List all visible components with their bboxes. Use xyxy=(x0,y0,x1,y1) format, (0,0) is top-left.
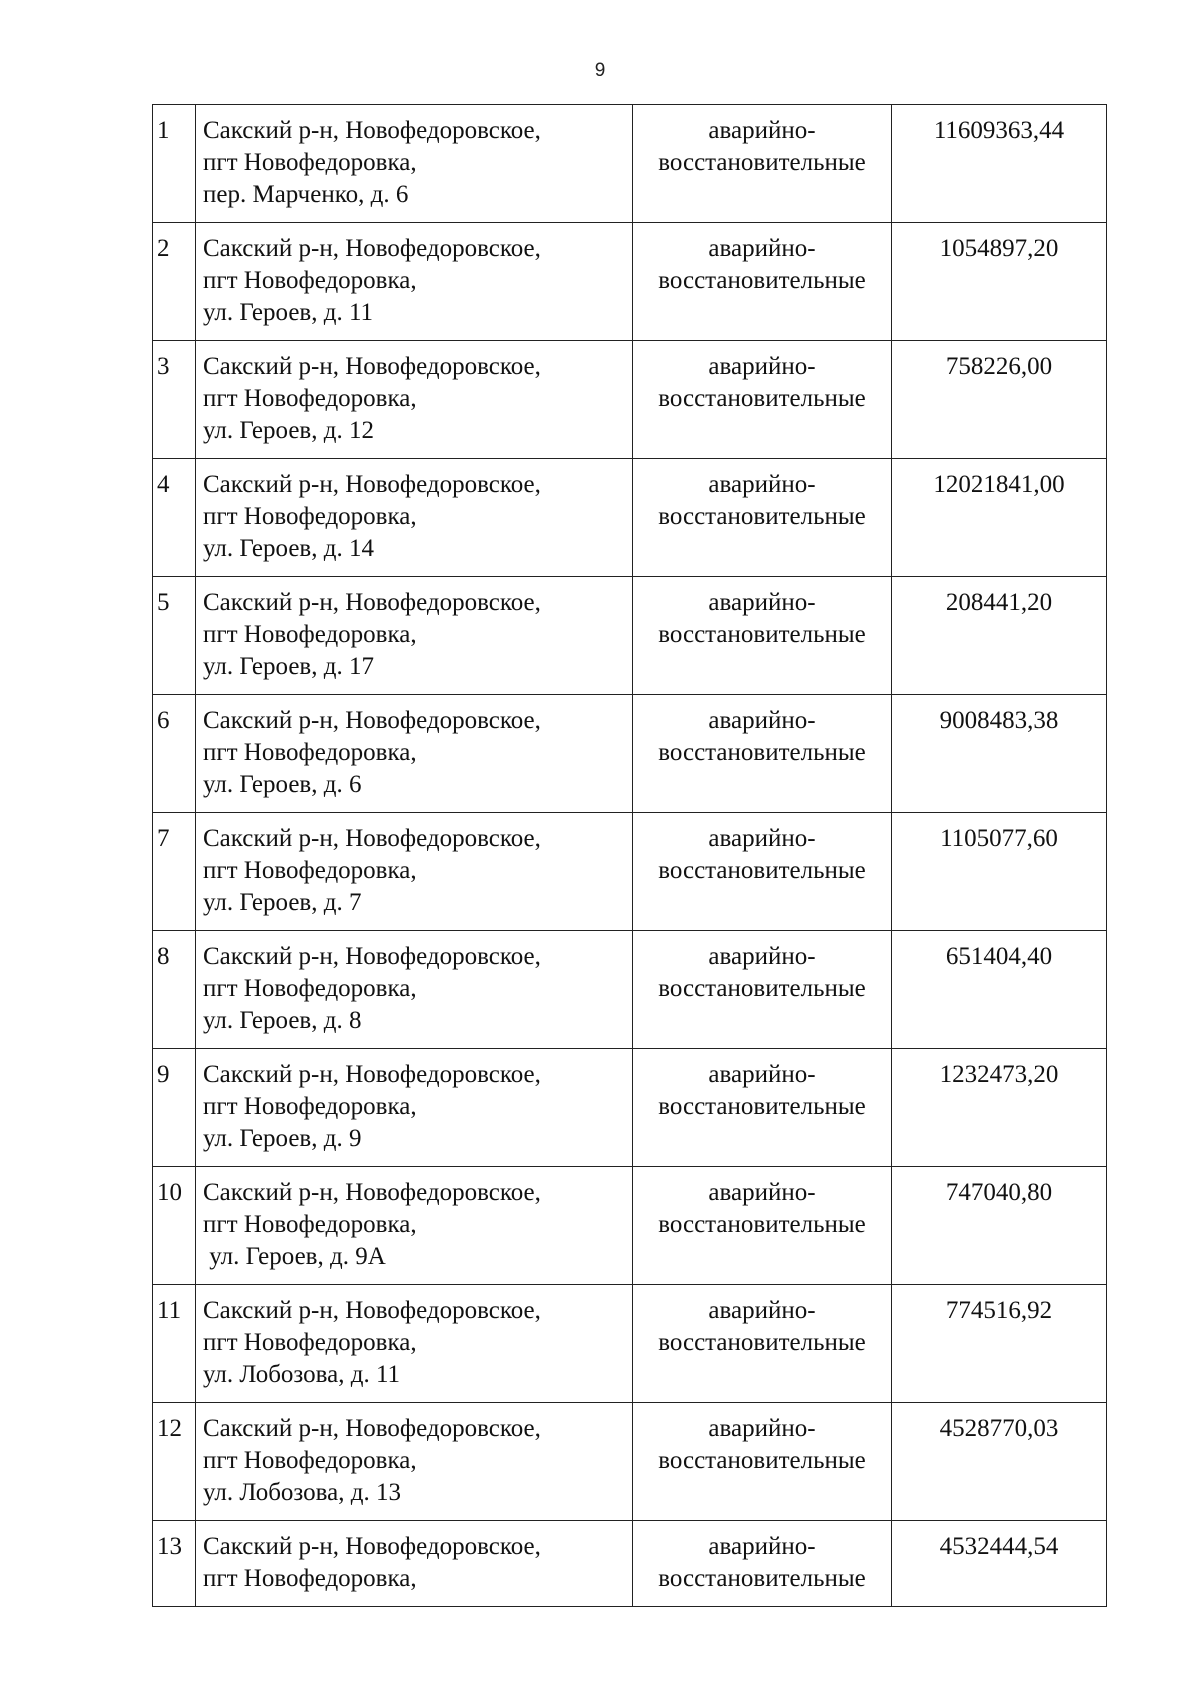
table-row xyxy=(153,459,1107,577)
table-row xyxy=(153,1403,1107,1521)
address-line: Сакский р-н, Новофедоровское, xyxy=(203,353,541,380)
row-number-cell: 7 xyxy=(153,813,196,931)
work-type-cell xyxy=(633,1049,892,1167)
row-number-cell: 1 xyxy=(153,105,196,223)
address-line: ул. Героев, д. 6 xyxy=(203,771,362,798)
records-table xyxy=(152,104,1107,1607)
work-type-line: восстановительные xyxy=(658,621,866,648)
table-row xyxy=(153,813,1107,931)
work-type-line: восстановительные xyxy=(658,385,866,412)
work-type-line: аварийно- xyxy=(708,1179,816,1206)
work-type-cell xyxy=(633,695,892,813)
address-cell xyxy=(196,459,633,577)
address-line: Сакский р-н, Новофедоровское, xyxy=(203,117,541,144)
address-line: пер. Марченко, д. 6 xyxy=(203,181,409,208)
address-line: Сакский р-н, Новофедоровское, xyxy=(203,1297,541,1324)
address-cell xyxy=(196,1403,633,1521)
work-type-line: восстановительные xyxy=(658,1447,866,1474)
work-type-cell xyxy=(633,577,892,695)
address-line: пгт Новофедоровка, xyxy=(203,1329,417,1356)
table-row xyxy=(153,931,1107,1049)
address-line: пгт Новофедоровка, xyxy=(203,621,417,648)
address-cell xyxy=(196,1285,633,1403)
address-line: Сакский р-н, Новофедоровское, xyxy=(203,825,541,852)
row-number-cell: 11 xyxy=(153,1285,196,1403)
work-type-line: восстановительные xyxy=(658,1565,866,1592)
work-type-cell xyxy=(633,341,892,459)
amount-cell: 774516,92 xyxy=(892,1285,1107,1403)
work-type-line: восстановительные xyxy=(658,975,866,1002)
work-type-line: аварийно- xyxy=(708,825,816,852)
row-number-cell: 3 xyxy=(153,341,196,459)
page-number: 9 xyxy=(594,60,606,81)
row-number-cell: 9 xyxy=(153,1049,196,1167)
amount-cell: 12021841,00 xyxy=(892,459,1107,577)
address-cell xyxy=(196,1167,633,1285)
address-line: Сакский р-н, Новофедоровское, xyxy=(203,1179,541,1206)
amount-cell: 1054897,20 xyxy=(892,223,1107,341)
address-cell xyxy=(196,223,633,341)
work-type-line: аварийно- xyxy=(708,1297,816,1324)
row-number-cell: 6 xyxy=(153,695,196,813)
table-row xyxy=(153,577,1107,695)
address-line: Сакский р-н, Новофедоровское, xyxy=(203,589,541,616)
address-line: ул. Героев, д. 8 xyxy=(203,1007,362,1034)
table-row xyxy=(153,1167,1107,1285)
address-line: пгт Новофедоровка, xyxy=(203,149,417,176)
work-type-line: аварийно- xyxy=(708,353,816,380)
address-line: пгт Новофедоровка, xyxy=(203,503,417,530)
address-cell xyxy=(196,577,633,695)
address-line: пгт Новофедоровка, xyxy=(203,975,417,1002)
row-number-cell: 2 xyxy=(153,223,196,341)
row-number-cell: 12 xyxy=(153,1403,196,1521)
work-type-line: восстановительные xyxy=(658,1093,866,1120)
address-cell xyxy=(196,341,633,459)
address-line: Сакский р-н, Новофедоровское, xyxy=(203,1533,541,1560)
row-number-cell: 13 xyxy=(153,1521,196,1607)
row-number-cell: 8 xyxy=(153,931,196,1049)
address-cell xyxy=(196,813,633,931)
work-type-line: восстановительные xyxy=(658,267,866,294)
address-line: пгт Новофедоровка, xyxy=(203,1211,417,1238)
work-type-line: восстановительные xyxy=(658,739,866,766)
address-line: ул. Героев, д. 11 xyxy=(203,299,374,326)
work-type-line: аварийно- xyxy=(708,471,816,498)
amount-cell: 1105077,60 xyxy=(892,813,1107,931)
address-line: Сакский р-н, Новофедоровское, xyxy=(203,1415,541,1442)
amount-cell: 4532444,54 xyxy=(892,1521,1107,1607)
work-type-line: аварийно- xyxy=(708,589,816,616)
address-line: ул. Героев, д. 17 xyxy=(203,653,374,680)
work-type-cell xyxy=(633,105,892,223)
address-line: ул. Героев, д. 14 xyxy=(203,535,374,562)
address-line: пгт Новофедоровка, xyxy=(203,1565,417,1592)
work-type-line: аварийно- xyxy=(708,1061,816,1088)
work-type-line: восстановительные xyxy=(658,149,866,176)
row-number-cell: 5 xyxy=(153,577,196,695)
work-type-cell xyxy=(633,931,892,1049)
work-type-cell xyxy=(633,1167,892,1285)
address-line: Сакский р-н, Новофедоровское, xyxy=(203,471,541,498)
amount-cell: 4528770,03 xyxy=(892,1403,1107,1521)
address-line: Сакский р-н, Новофедоровское, xyxy=(203,235,541,262)
work-type-line: аварийно- xyxy=(708,1533,816,1560)
work-type-line: аварийно- xyxy=(708,943,816,970)
table-row xyxy=(153,341,1107,459)
address-cell xyxy=(196,1521,633,1607)
amount-cell: 651404,40 xyxy=(892,931,1107,1049)
table-row xyxy=(153,105,1107,223)
address-line: пгт Новофедоровка, xyxy=(203,267,417,294)
address-line: ул. Лобозова, д. 11 xyxy=(203,1361,401,1388)
work-type-cell xyxy=(633,1285,892,1403)
work-type-cell xyxy=(633,1403,892,1521)
address-line: Сакский р-н, Новофедоровское, xyxy=(203,1061,541,1088)
table-row xyxy=(153,695,1107,813)
address-line: ул. Героев, д. 9А xyxy=(203,1243,386,1270)
address-line: пгт Новофедоровка, xyxy=(203,1447,417,1474)
address-line: Сакский р-н, Новофедоровское, xyxy=(203,943,541,970)
work-type-line: аварийно- xyxy=(708,1415,816,1442)
amount-cell: 758226,00 xyxy=(892,341,1107,459)
work-type-cell xyxy=(633,459,892,577)
work-type-line: аварийно- xyxy=(708,117,816,144)
table-row xyxy=(153,1521,1107,1607)
amount-cell: 1232473,20 xyxy=(892,1049,1107,1167)
address-cell xyxy=(196,105,633,223)
address-line: пгт Новофедоровка, xyxy=(203,857,417,884)
work-type-line: аварийно- xyxy=(708,235,816,262)
table-row xyxy=(153,1049,1107,1167)
amount-cell: 208441,20 xyxy=(892,577,1107,695)
address-line: ул. Лобозова, д. 13 xyxy=(203,1479,401,1506)
table-row xyxy=(153,1285,1107,1403)
amount-cell: 9008483,38 xyxy=(892,695,1107,813)
work-type-line: восстановительные xyxy=(658,1329,866,1356)
work-type-cell xyxy=(633,1521,892,1607)
address-cell xyxy=(196,1049,633,1167)
address-line: пгт Новофедоровка, xyxy=(203,739,417,766)
work-type-line: восстановительные xyxy=(658,1211,866,1238)
work-type-line: восстановительные xyxy=(658,857,866,884)
address-cell xyxy=(196,695,633,813)
address-line: пгт Новофедоровка, xyxy=(203,1093,417,1120)
row-number-cell: 4 xyxy=(153,459,196,577)
address-line: ул. Героев, д. 12 xyxy=(203,417,374,444)
address-line: пгт Новофедоровка, xyxy=(203,385,417,412)
address-line: ул. Героев, д. 9 xyxy=(203,1125,362,1152)
amount-cell: 11609363,44 xyxy=(892,105,1107,223)
work-type-line: аварийно- xyxy=(708,707,816,734)
row-number-cell: 10 xyxy=(153,1167,196,1285)
work-type-cell xyxy=(633,813,892,931)
address-line: Сакский р-н, Новофедоровское, xyxy=(203,707,541,734)
table-row xyxy=(153,223,1107,341)
work-type-cell xyxy=(633,223,892,341)
work-type-line: восстановительные xyxy=(658,503,866,530)
amount-cell: 747040,80 xyxy=(892,1167,1107,1285)
address-line: ул. Героев, д. 7 xyxy=(203,889,362,916)
address-cell xyxy=(196,931,633,1049)
